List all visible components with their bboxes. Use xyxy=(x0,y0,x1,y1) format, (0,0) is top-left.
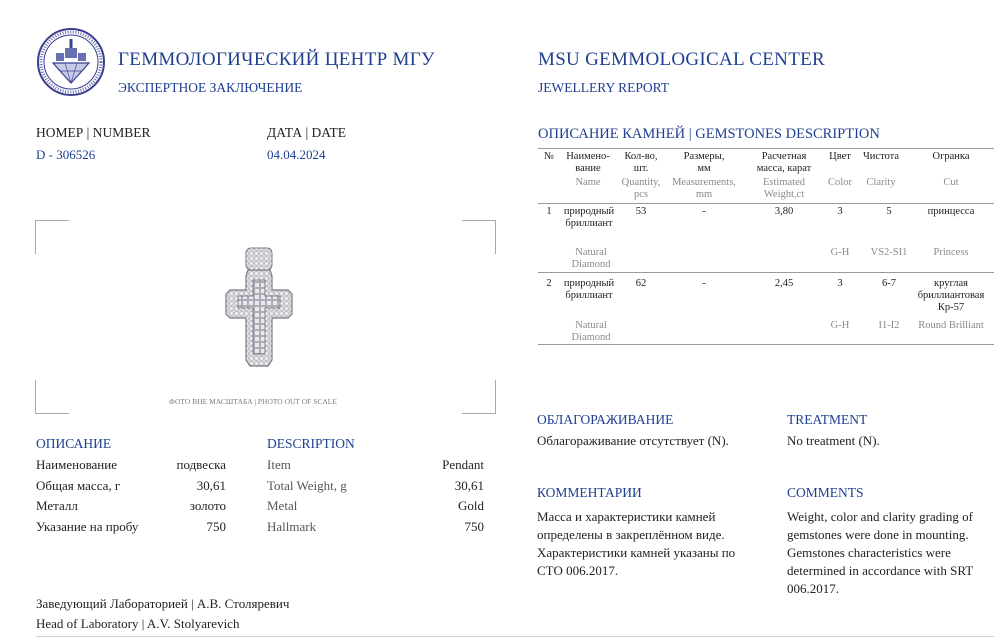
col-header-weight-en: Weight,ct xyxy=(763,189,805,200)
head-of-lab-ru: Заведующий Лабораторией | А.В. Столяревич xyxy=(36,596,290,611)
gem-row-clarity-en: VS2-SI1 xyxy=(870,247,908,258)
gem-row-name: бриллиант xyxy=(565,218,613,229)
table-rule xyxy=(538,272,994,273)
description-value-ru: подвеска xyxy=(176,457,226,472)
col-header-no: № xyxy=(543,151,555,162)
treatment-heading-ru: ОБЛАГОРАЖИВАНИЕ xyxy=(537,412,674,427)
page-subtitle-ru: ЭКСПЕРТНОЕ ЗАКЛЮЧЕНИЕ xyxy=(118,80,303,95)
description-value-ru: золото xyxy=(189,498,226,513)
gem-row-cut: круглая xyxy=(934,278,968,289)
col-header-qty-en: pcs xyxy=(634,189,648,200)
description-label-en: Total Weight, g xyxy=(267,478,347,493)
comments-text-en: Weight, color and clarity grading of gemstones were done in mounting. Gemstones characteristics were determined in accordance with SRT 006.2017. xyxy=(787,509,973,596)
gem-row-cut: Кр-57 xyxy=(937,302,965,313)
report-date-label: ДАТА | DATE xyxy=(267,125,347,140)
gem-row-clarity: 6-7 xyxy=(882,278,896,289)
page-title-ru: ГЕММОЛОГИЧЕСКИЙ ЦЕНТР МГУ xyxy=(118,49,435,70)
description-value-ru: 30,61 xyxy=(196,478,226,493)
gem-row-qty: 53 xyxy=(635,206,647,217)
frame-corner xyxy=(35,220,69,254)
gem-row-clarity: 5 xyxy=(886,206,892,217)
treatment-text-ru: Облагораживание отсутствует (N). xyxy=(537,433,729,448)
gem-row-size: - xyxy=(702,278,706,289)
col-header-name-en: Name xyxy=(575,177,601,188)
divider xyxy=(36,636,994,637)
gem-row-qty: 62 xyxy=(635,278,647,289)
gem-row-cut: бриллиантовая xyxy=(917,290,985,301)
comments-heading-ru: КОММЕНТАРИИ xyxy=(537,485,642,500)
head-of-lab-en: Head of Laboratory | A.V. Stolyarevich xyxy=(36,616,240,631)
description-label-en: Metal xyxy=(267,498,298,513)
col-header-size-en: Measurements, xyxy=(672,177,736,188)
description-value-en: Gold xyxy=(458,498,484,513)
col-header-color: Цвет xyxy=(829,151,851,162)
description-heading-ru: ОПИСАНИЕ xyxy=(36,436,112,451)
col-header-color-en: Color xyxy=(828,177,852,188)
col-header-name: Наимено- xyxy=(566,151,610,162)
gem-row-name-en: Diamond xyxy=(571,332,611,343)
description-value-en: Pendant xyxy=(442,457,484,472)
gem-row-name: природный xyxy=(563,206,615,217)
msu-logo-icon xyxy=(36,27,106,97)
gem-row-no: 1 xyxy=(546,206,552,217)
description-heading-en: DESCRIPTION xyxy=(267,436,355,451)
page-subtitle-en: JEWELLERY REPORT xyxy=(538,80,670,95)
description-label-en: Hallmark xyxy=(267,519,317,534)
page-title-en: MSU GEMMOLOGICAL CENTER xyxy=(538,49,825,70)
gem-row-name: природный xyxy=(563,278,615,289)
description-label-en: Item xyxy=(267,457,291,472)
gem-row-no: 2 xyxy=(546,278,552,289)
gem-row-name-en: Natural xyxy=(575,247,607,258)
col-header-cut-en: Cut xyxy=(943,177,959,188)
description-label-ru: Металл xyxy=(36,498,78,513)
col-header-cut: Огранка xyxy=(932,151,970,162)
col-header-name: вание xyxy=(575,163,601,174)
description-value-en: 30,61 xyxy=(454,478,484,493)
gem-row-clarity-en: I1-I2 xyxy=(878,320,900,331)
photo-scale-note: ФОТО ВНЕ МАСШТАБА | PHOTO OUT OF SCALE xyxy=(169,397,337,406)
col-header-clarity-en: Clarity xyxy=(866,177,896,188)
gem-row-name-en: Diamond xyxy=(571,259,611,270)
gemstones-heading: ОПИСАНИЕ КАМНЕЙ | GEMSTONES DESCRIPTION xyxy=(538,126,880,142)
gem-row-color-en: G-H xyxy=(830,320,850,331)
frame-corner xyxy=(462,220,496,254)
gemstones-table xyxy=(538,148,994,346)
col-header-qty: шт. xyxy=(633,163,649,174)
table-rule xyxy=(538,148,994,149)
col-header-weight-en: Estimated xyxy=(763,177,805,188)
gem-row-weight: 3,80 xyxy=(774,206,794,217)
comments-heading-en: COMMENTS xyxy=(787,485,864,500)
gem-row-name: бриллиант xyxy=(565,290,613,301)
description-label-ru: Общая масса, г xyxy=(36,478,121,493)
gem-row-color: 3 xyxy=(837,206,843,217)
col-header-size: мм xyxy=(697,163,711,174)
gem-row-color: 3 xyxy=(837,278,843,289)
description-value-en: 750 xyxy=(464,519,484,534)
report-number-label: НОМЕР | NUMBER xyxy=(36,125,151,140)
gem-row-size: - xyxy=(702,206,706,217)
description-label-ru: Наименование xyxy=(36,457,117,472)
treatment-heading-en: TREATMENT xyxy=(787,412,868,427)
col-header-clarity: Чистота xyxy=(862,151,900,162)
col-header-weight: Расчетная xyxy=(761,151,807,162)
col-header-size: Размеры, xyxy=(683,151,725,162)
table-rule xyxy=(538,203,994,204)
report-date-value: 04.04.2024 xyxy=(267,147,326,162)
col-header-qty-en: Quantity, xyxy=(621,177,661,188)
cross-pendant-image xyxy=(224,246,294,368)
col-header-size-en: mm xyxy=(695,189,713,200)
comments-text-ru: Масса и характеристики камней определены в закреплённом виде. Характеристики камней указаны по СТО 006.2017. xyxy=(537,509,736,578)
table-rule xyxy=(538,344,994,345)
gem-row-color-en: G-H xyxy=(830,247,850,258)
description-value-ru: 750 xyxy=(206,519,226,534)
col-header-weight: масса, карат xyxy=(756,163,812,174)
description-label-ru: Указание на пробу xyxy=(36,519,139,534)
treatment-text-en: No treatment (N). xyxy=(787,433,880,448)
gem-row-cut-en: Princess xyxy=(933,247,969,258)
gem-row-cut-en: Round Brilliant xyxy=(918,320,984,331)
gem-row-cut: принцесса xyxy=(927,206,975,217)
gem-row-name-en: Natural xyxy=(575,320,607,331)
report-number-value: D - 306526 xyxy=(36,147,96,162)
col-header-qty: Кол-во, xyxy=(624,151,658,162)
gem-row-weight: 2,45 xyxy=(774,278,794,289)
